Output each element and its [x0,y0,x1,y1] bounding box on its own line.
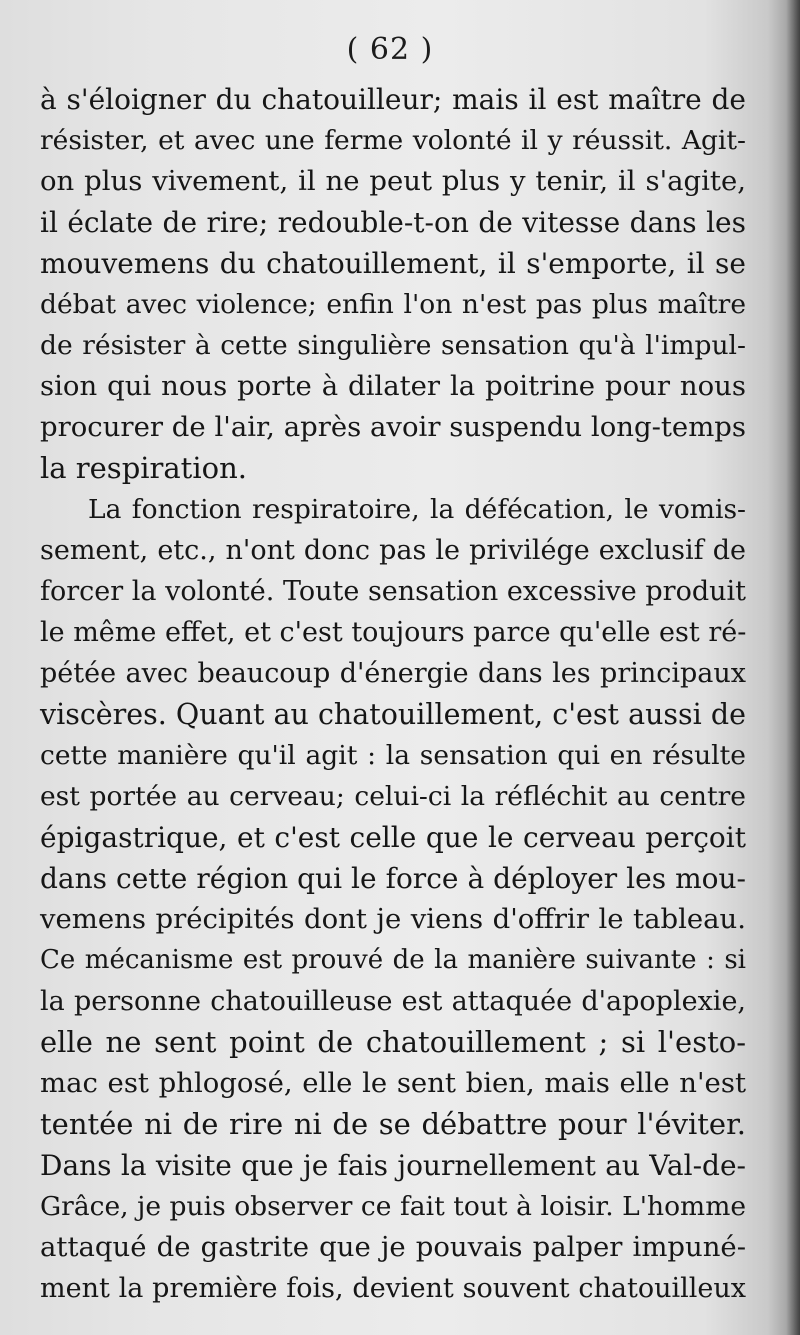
text-line: attaqué de gastrite que je pouvais palper impuné- [40,1231,746,1263]
text-line: Grâce, je puis observer ce fait tout à loisir. L'homme [40,1191,746,1222]
text-line: la respiration. [40,451,247,485]
text-line: sement, etc., n'ont donc pas le privilége exclusif de [40,535,746,566]
text-line: pétée avec beaucoup d'énergie dans les principaux [40,658,746,689]
text-line: cette manière qu'il agit : la sensation qui en résulte [40,740,746,771]
text-line: on plus vivement, il ne peut plus y tenir, il s'agite, [40,165,746,197]
text-line: épigastrique, et c'est celle que le cerveau perçoit [40,821,746,854]
text-line: Dans la visite que je fais journellement au Val-de- [40,1149,746,1182]
text-line: elle ne sent point de chatouillement ; si l'esto- [40,1025,746,1059]
page-number: ( 62 ) [346,32,434,67]
text-line: mac est phlogosé, elle le sent bien, mais elle n'est [40,1067,746,1099]
text-line: il éclate de rire; redouble-t-on de vitesse dans les [40,206,746,239]
text-line: viscères. Quant au chatouillement, c'est aussi de [40,698,746,731]
text-line: de résister à cette singulière sensation qu'à l'impul- [40,330,746,361]
text-line: débat avec violence; enfin l'on n'est pas plus maître [40,289,746,320]
text-line: le même effet, et c'est toujours parce qu'elle est ré- [40,617,747,648]
paragraph-first-line: La fonction respiratoire, la défécation, le vomis- [88,494,746,525]
text-line: sion qui nous porte à dilater la poitrine pour nous [40,370,746,402]
page-edge-shadow [786,0,800,1335]
text-line: forcer la volonté. Toute sensation excessive produit [40,576,746,607]
text-line: la personne chatouilleuse est attaquée d'apoplexie, [40,986,746,1017]
text-line: à s'éloigner du chatouilleur; mais il est maître de [40,83,746,116]
text-line: ment la première fois, devient souvent chatouilleux [40,1273,746,1304]
text-line: résister, et avec une ferme volonté il y réussit. Agit- [40,125,746,156]
text-line: mouvemens du chatouillement, il s'emporte, il se [40,247,746,280]
text-line: Ce mécanisme est prouvé de la manière suivante : si [40,945,746,975]
body-text [40,79,746,1309]
text-line: vemens précipités dont je viens d'offrir le tableau. [40,903,746,935]
text-line: dans cette région qui le force à déployer les mou- [40,862,746,895]
text-line: est portée au cerveau; celui-ci la réfléchit au centre [40,781,746,812]
text-line: procurer de l'air, après avoir suspendu long-temps [40,411,746,443]
text-line: tentée ni de rire ni de se débattre pour l'éviter. [40,1107,746,1141]
